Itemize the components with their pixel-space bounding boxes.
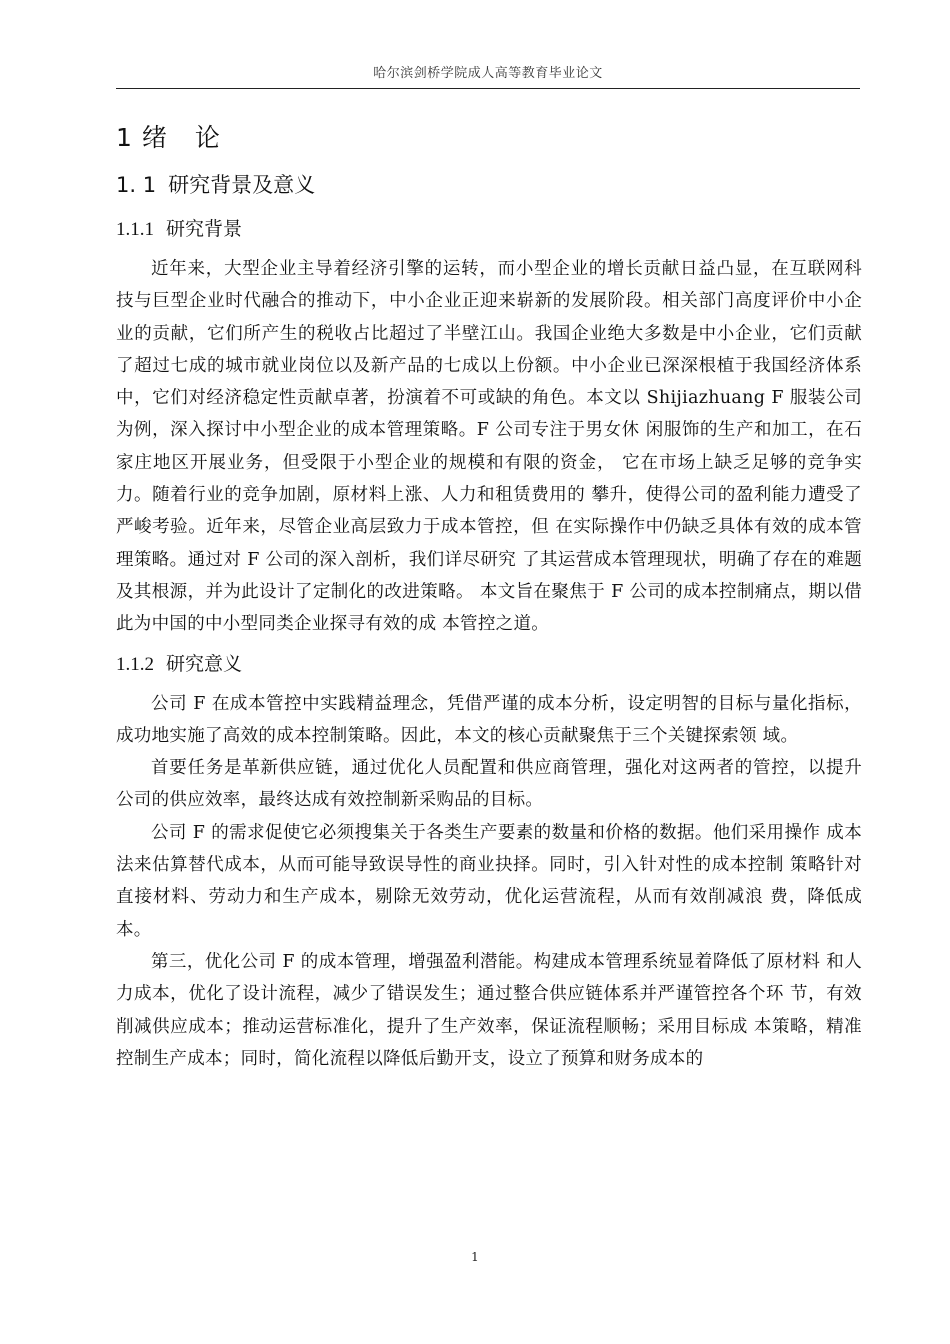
subsection-number: 1.1.1 xyxy=(116,219,154,240)
section-heading xyxy=(116,166,862,204)
paragraph: 公司 F 的需求促使它必须搜集关于各类生产要素的数量和价格的数据。他们采用操作 成本法来估算替代成本，从而可能导致误导性的商业抉择。同时，引入针对性的成本控制 策略针对直接材料、劳动力和生产成本，剔除无效劳动，优化运营流程，从而有效削减浪 费，降低成本。 xyxy=(116,822,862,940)
subsection-title: 研究意义 xyxy=(166,652,243,675)
paragraph: 公司 F 在成本管控中实践精益理念，凭借严谨的成本分析，设定明智的目标与量化指标，成功地实施了高效的成本控制策略。因此，本文的核心贡献聚焦于三个关键探索领 域。 xyxy=(116,693,862,746)
chapter-heading xyxy=(116,118,862,158)
paragraph: 第三，优化公司 F 的成本管理，增强盈利潜能。构建成本管理系统显着降低了原材料 和人力成本，优化了设计流程，减少了错误发生；通过整合供应链体系并严谨管控各个环 节，有效削减供应成本；推动运营标准化，提升了生产效率，保证流程顺畅；采用目标成 本策略，精准控制生产成本；同时，简化流程以降低后勤开支，设立了预算和财务成本的 xyxy=(116,951,862,1069)
section-title: 研究背景及意义 xyxy=(168,173,316,197)
subsection-number: 1.1.2 xyxy=(116,653,154,675)
chapter-number: 1 xyxy=(116,123,132,152)
paragraph: 首要任务是革新供应链，通过优化人员配置和供应商管理，强化对这两者的管控，以提升公司的供应效率，最终达成有效控制新采购品的目标。 xyxy=(116,758,862,811)
subsection-heading xyxy=(116,210,862,249)
subsection-heading xyxy=(116,645,862,684)
page-number: 1 xyxy=(471,1250,479,1264)
section-number: 1. 1 xyxy=(116,173,157,197)
page-content xyxy=(116,118,862,1075)
chapter-title-part2: 论 xyxy=(194,123,220,152)
paragraph: 近年来，大型企业主导着经济引擎的运转，而小型企业的增长贡献日益凸显，在互联网科技与巨型企业时代融合的推动下，中小企业正迎来崭新的发展阶段。相关部门高度评价中小企业的贡献，它们所产生的税收占比超过了半壁江山。我国企业绝大多数是中小企业，它们贡献了超过七成的城市就业岗位以及新产品的七成以上份额。中小企业已深深根植于我国经济体系中，它们对经济稳定性贡献卓著，扮演着不可或缺的角色。本文以 Shijiazhuang F 服装公司为例，深入探讨中小型企业的成本管理策略。F 公司专注于男女休 闲服饰的生产和加工，在石家庄地区开展业务，但受限于小型企业的规模和有限的资金， 它在市场上缺乏足够的竞争实力。随着行业的竞争加剧，原材料上涨、人力和租赁费用的 攀升，使得公司的盈利能力遭受了严峻考验。近年来，尽管企业高层致力于成本管控，但 在实际操作中仍缺乏具体有效的成本管理策略。通过对 F 公司的深入剖析，我们详尽研究 了其运营成本管理现状，明确了存在的难题及其根源，并为此设计了定制化的改进策略。 本文旨在聚焦于 F 公司的成本控制痛点，期以借此为中国的中小型同类企业探寻有效的成 本管控之道。 xyxy=(116,259,862,635)
chapter-title-part1: 绪 xyxy=(141,123,167,152)
header-rule xyxy=(116,88,860,89)
subsection-title: 研究背景 xyxy=(166,218,243,240)
running-header: 哈尔滨剑桥学院成人高等教育毕业论文 xyxy=(373,66,603,81)
